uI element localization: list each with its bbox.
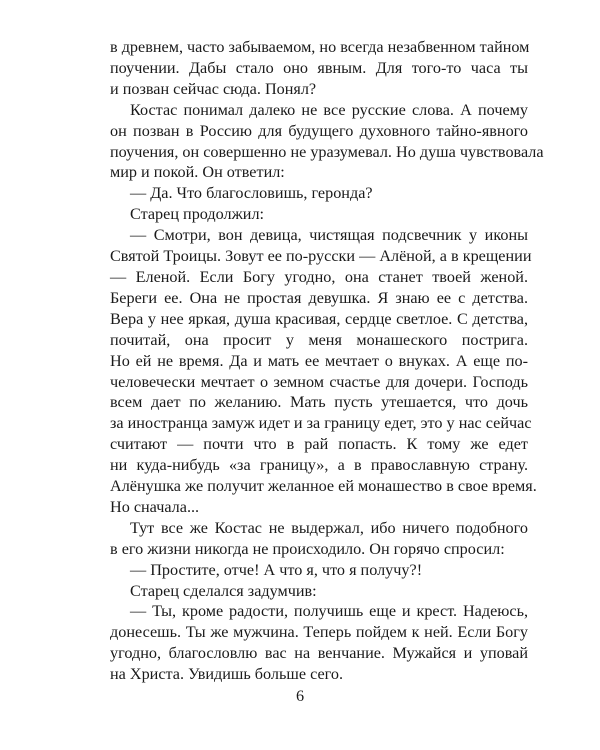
text-line: донесешь. Ты же мужчина. Теперь пойдем к ней. Если Богу — [110, 623, 528, 642]
text-line: Святой Троицы. Зовут ее по-русски — Алёной, а в крещении — [110, 247, 532, 266]
text-line: человечески мечтает о земном счастье для дочери. Господь — [110, 372, 528, 391]
text-line: Вера у нее яркая, душа красивая, сердце светлое. С детства, — [110, 309, 528, 328]
text-line: поучения, он совершенно не уразумевал. Но душа чувствовала — [110, 142, 544, 161]
text-line: в древнем, часто забываемом, но всегда незабвенном тайном — [110, 38, 530, 56]
text-line: Старец продолжил: — [130, 205, 265, 224]
text-line: Но сначала... — [110, 497, 200, 516]
text-line: Алёнушка же получит желанное ей монашество в свое время. — [110, 477, 537, 496]
page-text — [110, 37, 544, 685]
text-line: Но ей не время. Да и мать ее мечтает о внуках. А еще по- — [110, 351, 528, 370]
text-line: — Простите, отче! А что я, что я получу?! — [130, 560, 423, 579]
page-number: 6 — [295, 687, 305, 705]
text-line: почитай, она просит у меня монашеского пострига. — [110, 330, 528, 349]
text-line: ни куда-нибудь «за границу», а в православную страну. — [110, 456, 528, 475]
text-line: Береги ее. Она не простая девушка. Я знаю ее с детства. — [110, 288, 528, 307]
text-line: он позван в Россию для будущего духовного тайно-явного — [110, 121, 528, 140]
text-line: поучении. Дабы стало оно явным. Для того-то часа ты — [110, 58, 528, 77]
text-line: за иностранца замуж идет и за границу едет, это у нас сейчас — [110, 414, 532, 433]
text-line: мир и покой. Он ответил: — [110, 163, 285, 182]
text-line: — Ты, кроме радости, получишь еще и крест. Надеюсь, — [130, 602, 528, 621]
text-line: всем дает по желанию. Мать пусть утешается, что дочь — [110, 393, 528, 412]
text-line: Тут все же Костас не выдержал, ибо ничего подобного — [130, 518, 528, 537]
text-line: Старец сделался задумчив: — [130, 581, 317, 600]
text-line: в его жизни никогда не происходило. Он горячо спросил: — [110, 539, 505, 558]
text-line: — Смотри, вон девица, чистящая подсвечник у иконы — [130, 226, 528, 245]
text-line: — Да. Что благословишь, геронда? — [130, 184, 373, 203]
text-line: считают — почти что в рай попасть. К тому же едет — [110, 435, 528, 454]
text-line: и позван сейчас сюда. Понял? — [110, 79, 317, 98]
text-line: на Христа. Увидишь больше сего. — [110, 665, 344, 684]
text-line: — Еленой. Если Богу угодно, она станет твоей женой. — [110, 267, 528, 286]
text-line: Костас понимал далеко не все русские слова. А почему — [130, 100, 528, 119]
text-line: угодно, благословлю вас на венчание. Мужайся и уповай — [110, 644, 528, 663]
